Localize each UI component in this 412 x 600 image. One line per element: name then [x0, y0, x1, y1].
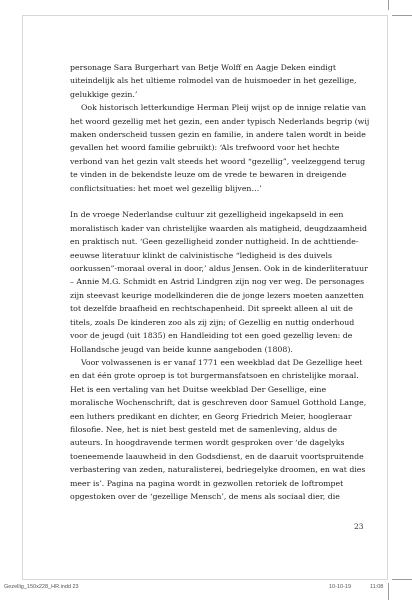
- slug-time: 11:08: [370, 584, 384, 590]
- paragraph-3: In de vroege Nederlandse cultuur zit gezelligheid ingekapseld in een moralistisch kader van christelijke waarden als matigheid, deugdzaamheid en praktisch nut. ‘Geen gezelligheid zonder nuttigheid. In de achttiende-eeuwse literatuur klinkt de calvinistische “ledigheid is des duivels oorkussen”-moraal overal in door,’ aldus Jensen. Ook in de kinderliteratuur – Annie M.G. Schmidt en Astrid Lindgren zijn nog ver weg. De personages zijn steevast keurige modelkinderen die de jonge lezers moeten aanzetten tot dezelfde braafheid en rechtschapenheid. Dit spreekt alleen al uit de titels, zoals De kinderen zoo als zij zijn; of Gezellig en nuttig onderhoud voor de jeugd (uit 1835) en Handleiding tot een goed gezellig leven: de Hollandsche jeugd van beide kunne aangeboden (1808).: [70, 210, 368, 354]
- paragraph-1: personage Sara Burgerhart van Betje Wolff en Aagje Deken eindigt uiteindelijk als het ultieme rolmodel van de huismoeder in het gezellige, gelukkige gezin.’: [70, 63, 357, 99]
- crop-mark-right-bottom: [392, 579, 412, 580]
- paragraph-2: Ook historisch letterkundige Herman Pleij wijst op de innige relatie van het woord gezellig met het gezin, een ander typisch Nederlands begrip (wij maken onderscheid tussen gezin en familie, in andere talen wordt in beide gevallen het woord familie gebruikt): ‘Als trefwoord voor het hechte verbond van het gezin valt steeds het woord “gezellig”, veelzeggend terug te vinden in de bekendste leuze om de vrede te bewaren in dreigende conflictsituaties: het moet wel gezellig blijven…’: [70, 103, 370, 193]
- slug-filename: Gezellig_150x228_HR.indd 23: [4, 584, 79, 590]
- paragraph-4: Voor volwassenen is er vanaf 1771 een weekblad dat De Gezellige heet en dat één grote oproep is tot burgermansfatsoen en christelijke moraal. Het is een vertaling van het Duitse weekblad Der Gesellige, eine moralische Wochenschrift, dat is geschreven door Samuel Gotthold Lange, een luthers predikant en dichter, en Georg Friedrich Meier, hoogleraar filosofie. Nee, het is niet best gesteld met de samenleving, aldus de auteurs. In hoogdravende termen wordt gesproken over ‘de dagelyks toeneemende laauwheid in den Godsdienst, en de daaruit voortspruitende verbastering van zeden, naturalisterei, bedriegelyke droomen, en wat dies meer is’. Pagina na pagina wordt in gezwollen retoriek de loftrompet opgestoken over de ‘gezellige Mensch’, de mens als sociaal dier, die: [70, 357, 367, 501]
- crop-mark-top: [388, 0, 389, 10]
- section-break: [70, 195, 370, 208]
- crop-mark-bottom: [388, 583, 389, 600]
- crop-mark-right-top: [392, 15, 412, 16]
- body-text: [70, 61, 370, 503]
- slug-date: 10-10-19: [329, 584, 352, 590]
- page-number: 23: [354, 522, 364, 531]
